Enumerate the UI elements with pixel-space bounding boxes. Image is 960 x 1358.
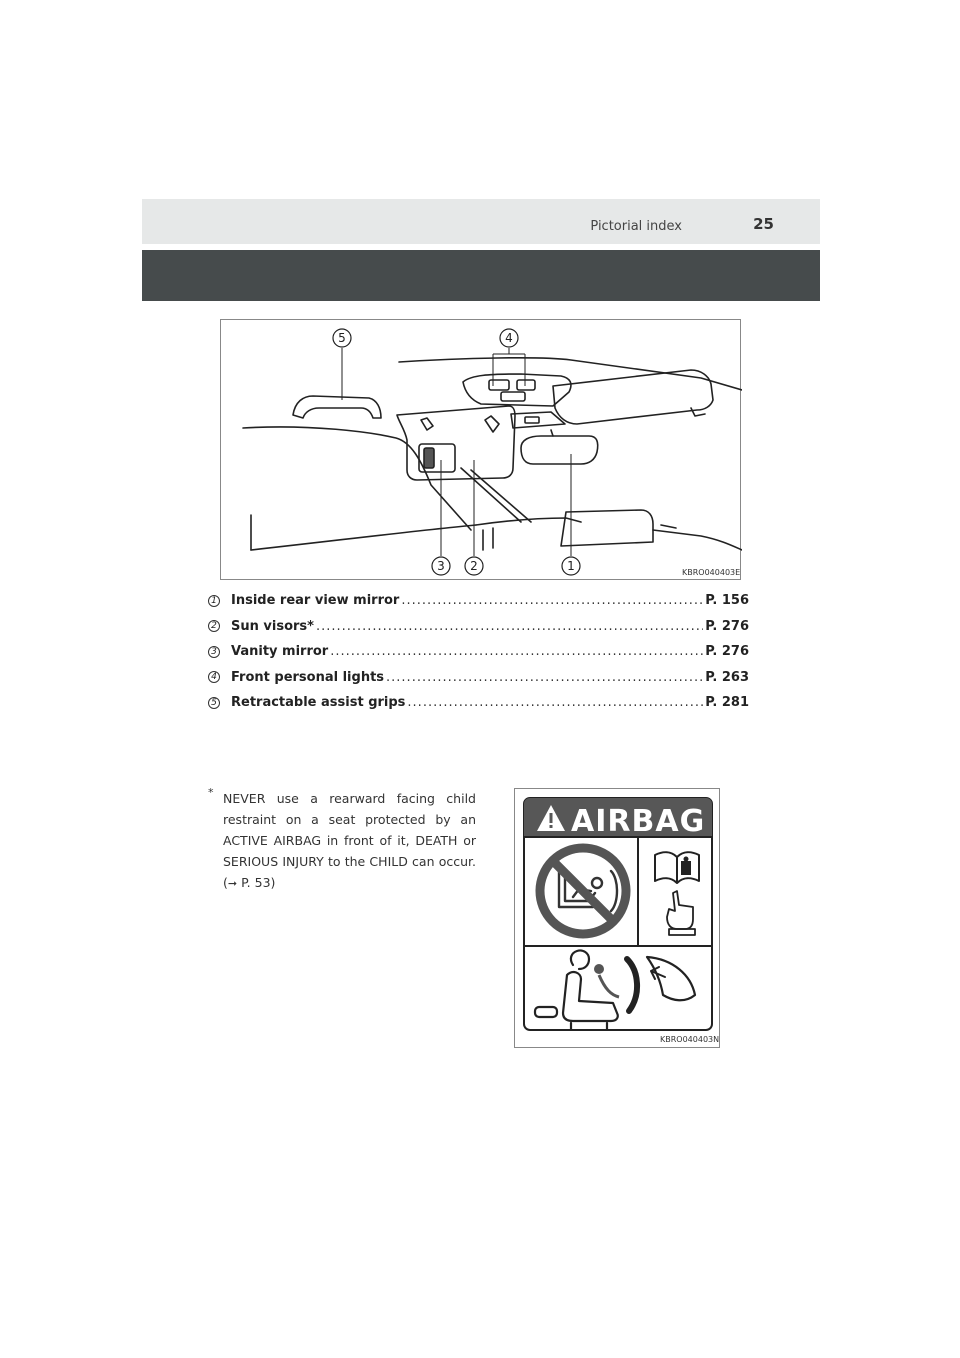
airbag-heading: AIRBAG: [571, 804, 706, 839]
list-item: [208, 665, 749, 691]
section-title: Pictorial index: [590, 219, 682, 234]
callout-2: 2: [470, 559, 478, 573]
page-reference[interactable]: P. 156: [705, 593, 749, 609]
item-number: 3: [208, 646, 220, 658]
interior-drawing: [221, 320, 742, 581]
callout-4: 4: [505, 331, 513, 345]
figure-code: KBRO040403N: [660, 1035, 720, 1044]
page-reference[interactable]: P. 276: [705, 618, 749, 634]
list-item: [208, 690, 749, 716]
callout-1: 1: [567, 559, 575, 573]
overhead-console-illustration: [220, 319, 741, 580]
leader-dots: [386, 670, 703, 685]
arrow-icon: ➞: [227, 877, 238, 890]
footnote-marker: *: [208, 786, 214, 799]
item-number: 4: [208, 671, 220, 683]
note-body: NEVER use a rearward facing child restraint on a seat protected by an ACTIVE AIRBAG in front of it, DEATH or SERIOUS INJURY to the CHILD can occur. (: [223, 791, 476, 890]
page-number: 25: [753, 215, 774, 233]
page-reference[interactable]: P. 276: [705, 644, 749, 660]
item-label: Front personal lights: [231, 669, 385, 685]
leader-dots: [401, 593, 703, 608]
callout-3: 3: [437, 559, 445, 573]
callout-5: 5: [338, 331, 346, 345]
section-band: [142, 250, 820, 301]
leader-dots: [407, 695, 703, 710]
item-label: Inside rear view mirror: [231, 593, 400, 609]
leader-dots: [330, 644, 703, 659]
item-label: Vanity mirror: [231, 644, 329, 660]
list-item: [208, 588, 749, 614]
airbag-warning-note: [210, 788, 476, 894]
list-item: [208, 614, 749, 640]
page-reference[interactable]: P. 281: [705, 695, 749, 711]
item-number: 1: [208, 595, 220, 607]
item-label: Retractable assist grips: [231, 695, 406, 711]
note-page-ref[interactable]: P. 53): [237, 875, 276, 890]
leader-dots: [316, 619, 703, 634]
airbag-label-illustration: [514, 788, 720, 1048]
page-reference[interactable]: P. 263: [705, 669, 749, 685]
component-list: [208, 588, 749, 716]
item-number: 2: [208, 620, 220, 632]
item-number: 5: [208, 697, 220, 709]
figure-code: KBRO040403E: [682, 568, 741, 577]
list-item: [208, 639, 749, 665]
note-text: [210, 788, 476, 894]
page-header: [142, 199, 820, 244]
item-label: Sun visors*: [231, 618, 314, 634]
